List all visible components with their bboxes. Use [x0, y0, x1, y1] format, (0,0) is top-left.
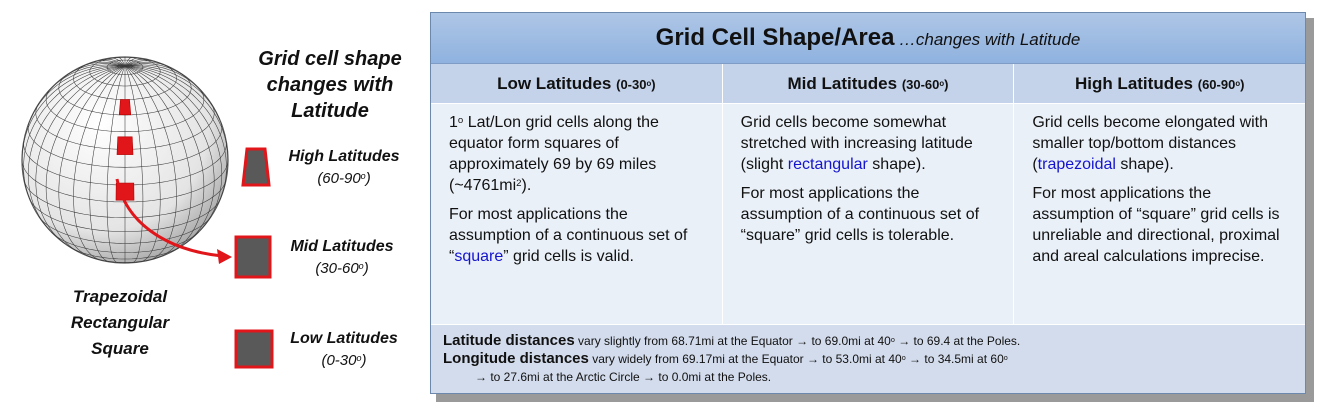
low-latitudes-paragraph-1: 1$^o$ Lat/Lon grid cells along the equator form squares of approximately 69 by 69 miles $(\sim 4761mi^2)$. [449, 114, 659, 194]
mid-latitudes-heading: Mid Latitudes (30-60$^o$) [723, 64, 1014, 104]
globe-low-latitude-cell [116, 183, 134, 200]
panel-title-main: Grid Cell Shape/Area [655, 24, 895, 51]
low-latitude-range: (0-30$^o$) [321, 352, 367, 369]
high-latitudes-paragraph-1: Grid cells become elongated with smaller top/bottom distances (trapezoidal shape). [1032, 114, 1269, 173]
high-latitude-label [274, 146, 414, 190]
low-latitude-name: Low Latitudes [290, 330, 398, 347]
mid-latitude-label [272, 236, 412, 280]
grid-cell-table-panel [430, 12, 1306, 394]
mid-latitude-name: Mid Latitudes [290, 238, 394, 255]
low-latitude-label [274, 328, 414, 372]
high-latitude-name: High Latitudes [288, 148, 400, 165]
low-latitudes-body [431, 104, 722, 324]
caption-trapezoidal: Trapezoidal [72, 287, 168, 306]
low-latitude-cell-swatch [234, 329, 274, 369]
low-latitudes-paragraph-2: For most applications the assumption of a continuous set of “square” grid cells is valid. [449, 206, 688, 265]
side-title-line-3: Latitude [291, 100, 369, 122]
cell-shape-caption [30, 284, 210, 362]
side-title [240, 46, 420, 124]
mid-latitudes-paragraph-1: Grid cells become somewhat stretched with increasing latitude (slight rectangular shape). [740, 114, 973, 173]
globe-grid-illustration [10, 40, 240, 280]
panel-title-subtitle: …changes with Latitude [898, 30, 1081, 49]
high-latitudes-column [1014, 64, 1305, 324]
globe-high-latitude-cell [119, 100, 131, 115]
latitude-distances-line: Latitude distances vary slightly from 68.71mi at the Equator → to 69.0mi at $40^o$ → to 69.4 at the Poles. [443, 332, 1021, 349]
longitude-distances-continuation: → to 27.6mi at the Arctic Circle → to 0.0mi at the Poles. [475, 370, 772, 384]
high-latitudes-body [1014, 104, 1305, 324]
distance-notes-footer [431, 324, 1305, 394]
mid-latitudes-column [723, 64, 1015, 324]
globe-mid-latitude-cell [117, 137, 133, 155]
mid-latitudes-paragraph-2: For most applications the assumption of a continuous set of “square” grid cells is tolerable. [740, 185, 980, 244]
low-latitudes-column [431, 64, 723, 324]
high-latitudes-paragraph-2: For most applications the assumption of “square” grid cells is unreliable and directional, proximal and areal calculations imprecise. [1032, 185, 1280, 265]
mid-latitude-range: (30-60$^o$) [315, 260, 369, 277]
mid-latitude-cell-swatch [234, 235, 272, 279]
side-title-line-2: changes with [266, 74, 394, 96]
mid-latitudes-body [723, 104, 1014, 324]
low-latitudes-heading: Low Latitudes (0-30$^o$) [431, 64, 722, 104]
caption-rectangular: Rectangular [70, 313, 170, 332]
longitude-distances-line: Longitude distances vary widely from 69.17mi at the Equator → to 53.0mi at $40^o$ → to 34.5mi at 60$^o$ [443, 350, 1008, 367]
high-latitude-cell-swatch [241, 147, 271, 187]
caption-square: Square [91, 339, 149, 358]
high-latitudes-heading: High Latitudes (60-90$^o$) [1014, 64, 1305, 104]
latitude-columns [431, 64, 1305, 324]
high-latitude-range: (60-90$^o$) [317, 170, 371, 187]
side-title-line-1: Grid cell shape [258, 48, 402, 70]
panel-title [431, 13, 1305, 64]
